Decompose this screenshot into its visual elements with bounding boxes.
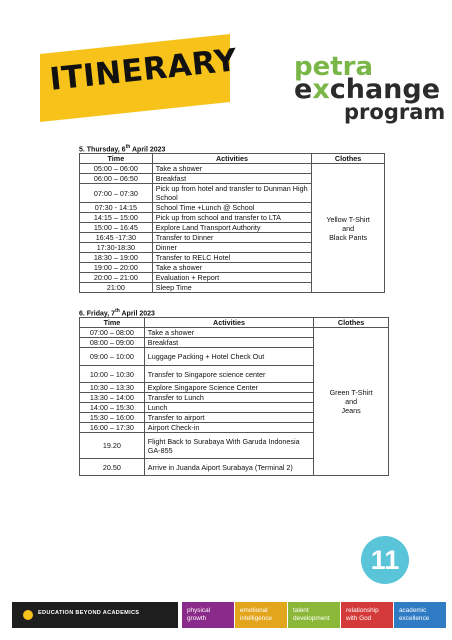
footer-pillar <box>341 602 393 628</box>
activity-cell: Evaluation + Report <box>152 273 311 283</box>
pillar-label-line1: academic <box>399 607 427 614</box>
clothes-cell <box>314 328 389 476</box>
itinerary-title: ITINERARY <box>48 42 240 98</box>
activity-cell: Dinner <box>152 243 311 253</box>
activity-cell: Explore Singapore Science Center <box>144 383 313 393</box>
footer-pillar <box>235 602 287 628</box>
time-cell: 15:00 – 16:45 <box>80 223 153 233</box>
time-cell: 07:00 – 07:30 <box>80 184 153 203</box>
time-cell: 19:00 – 20:00 <box>80 263 153 273</box>
pillar-label-line1: physical <box>187 607 211 614</box>
time-cell: 08:00 – 09:00 <box>80 338 145 348</box>
clothes-cell <box>312 164 385 293</box>
time-cell: 20.50 <box>80 459 145 476</box>
logo-line-3: program <box>344 100 446 124</box>
time-cell: 07:30 - 14:15 <box>80 203 153 213</box>
activity-cell: Take a shower <box>144 328 313 338</box>
logo-line-2: exchange <box>294 74 441 105</box>
time-header: Time <box>80 154 153 164</box>
footer-tagline-block <box>12 602 178 628</box>
activity-cell: Luggage Packing + Hotel Check Out <box>144 348 313 366</box>
time-cell: 10:30 – 13:30 <box>80 383 145 393</box>
activity-cell: Take a shower <box>152 263 311 273</box>
activity-cell: Explore Land Transport Authority <box>152 223 311 233</box>
time-cell: 16:45 -17:30 <box>80 233 153 243</box>
time-cell: 15:30 – 16:00 <box>80 413 145 423</box>
pillar-label-line2: growth <box>187 614 207 622</box>
time-cell: 19.20 <box>80 433 145 459</box>
footer-pillar <box>288 602 340 628</box>
clothes-text: Yellow T-Shirt <box>326 214 370 224</box>
activity-cell: Transfer to Singapore science center <box>144 366 313 383</box>
pillar-label-line2: intelligence <box>240 614 272 622</box>
day2-schedule-table <box>79 317 389 476</box>
day2-title: 6. Friday, 7th April 2023 <box>79 308 155 318</box>
activity-cell: Breakfast <box>144 338 313 348</box>
time-cell: 16:00 – 17:30 <box>80 423 145 433</box>
time-cell: 14:00 – 15:30 <box>80 403 145 413</box>
time-cell: 06:00 – 06:50 <box>80 174 153 184</box>
activity-cell: Transfer to airport <box>144 413 313 423</box>
footer-tagline: EDUCATION BEYOND ACADEMICS <box>38 610 140 616</box>
day1-schedule-table <box>79 153 385 293</box>
activity-cell: Lunch <box>144 403 313 413</box>
clothes-text: and <box>345 397 358 406</box>
time-cell: 20:00 – 21:00 <box>80 273 153 283</box>
footer-pillar <box>394 602 446 628</box>
day1-title: 5. Thursday, 6th April 2023 <box>79 144 166 154</box>
activity-cell: School Time +Lunch @ School <box>152 203 311 213</box>
time-cell: 07:00 – 08:00 <box>80 328 145 338</box>
activity-cell: Transfer to RELC Hotel <box>152 253 311 263</box>
time-cell: 21:00 <box>80 283 153 293</box>
activity-cell: Airport Check-in <box>144 423 313 433</box>
table-row <box>80 328 389 338</box>
time-cell: 14:15 – 15:00 <box>80 213 153 223</box>
clothes-header: Clothes <box>312 154 385 164</box>
time-cell: 13:30 – 14:00 <box>80 393 145 403</box>
clothes-text: Black Pants <box>329 232 368 242</box>
clothes-text: Jeans <box>341 406 361 415</box>
clothes-header: Clothes <box>314 318 389 328</box>
pillar-label-line1: relationship <box>346 607 379 614</box>
time-cell: 18:30 – 19:00 <box>80 253 153 263</box>
table-row <box>80 164 385 174</box>
activity-cell: Flight Back to Surabaya With Garuda Indonesia GA-855 <box>144 433 313 459</box>
activity-cell: Sleep Time <box>152 283 311 293</box>
pillar-label-line1: talent <box>293 607 309 614</box>
pillar-label-line2: excellence <box>399 614 430 622</box>
activity-cell: Take a shower <box>152 164 311 174</box>
time-header: Time <box>80 318 145 328</box>
activity-cell: Transfer to Dinner <box>152 233 311 243</box>
page-number-badge: 11 <box>361 536 409 584</box>
activity-cell: Breakfast <box>152 174 311 184</box>
time-cell: 05:00 – 06:00 <box>80 164 153 174</box>
footer-pillar <box>182 602 234 628</box>
time-cell: 09:00 – 10:00 <box>80 348 145 366</box>
clothes-text: and <box>342 223 355 233</box>
activities-header: Activities <box>152 154 311 164</box>
time-cell: 10:00 – 10:30 <box>80 366 145 383</box>
activity-cell: Transfer to Lunch <box>144 393 313 403</box>
pillar-label-line2: with God <box>346 614 372 622</box>
activity-cell: Pick up from hotel and transfer to Dunman High School <box>152 184 311 203</box>
clothes-text: Green T-Shirt <box>329 388 373 397</box>
footer-bar <box>12 602 442 628</box>
pillar-label-line2: development <box>293 614 330 622</box>
activity-cell: Pick up from school and transfer to LTA <box>152 213 311 223</box>
pillar-label-line1: emotional <box>240 607 268 614</box>
activity-cell: Arrive in Juanda Aiport Surabaya (Terminal 2) <box>144 459 313 476</box>
activities-header: Activities <box>144 318 313 328</box>
sun-icon <box>23 610 33 620</box>
petra-exchange-logo <box>290 52 446 124</box>
logo-line-1: petra <box>294 52 374 82</box>
time-cell: 17:30-18:30 <box>80 243 153 253</box>
